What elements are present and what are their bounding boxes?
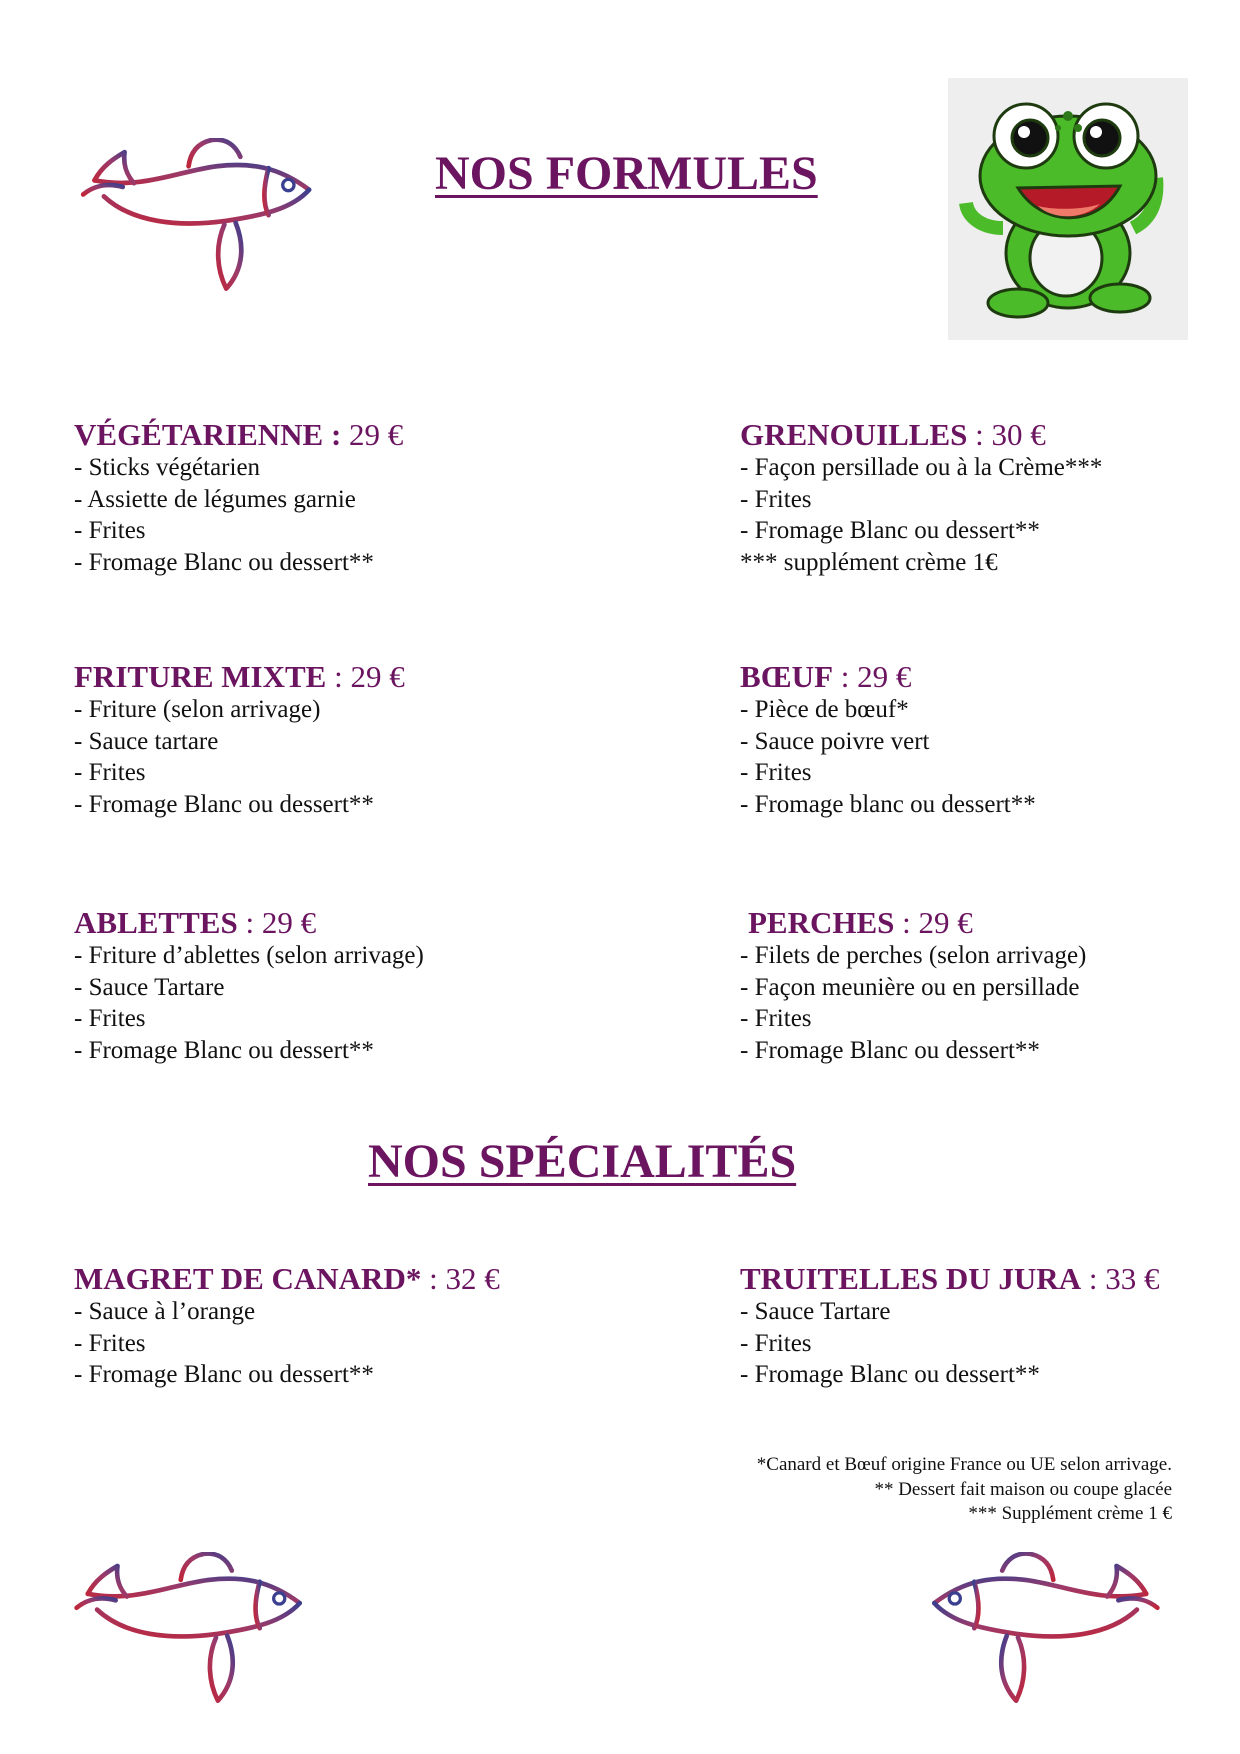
frog-mascot-icon: [948, 78, 1188, 340]
footnote: *** Supplément crème 1 €: [968, 1503, 1172, 1524]
list-item: - Frites: [740, 1329, 812, 1357]
formule-heading: [740, 418, 1240, 452]
list-item: - Frites: [740, 759, 812, 786]
footnote: ** Dessert fait maison ou coupe glacée: [874, 1478, 1172, 1500]
list-item: - Frites: [740, 1005, 812, 1032]
specialite-price: : 32 €: [421, 1261, 500, 1296]
list-item: - Fromage Blanc ou dessert**: [740, 1361, 1040, 1388]
formule-name: ABLETTES: [74, 905, 238, 940]
footnote: *Canard et Bœuf origine France ou UE selon arrivage.: [756, 1454, 1172, 1475]
list-item: - Fromage Blanc ou dessert**: [74, 1361, 374, 1388]
list-item: - Friture (selon arrivage): [74, 696, 321, 723]
formule-price: : 30 €: [967, 417, 1046, 452]
fish-logo-icon: [920, 1552, 1168, 1710]
formule-boeuf: [740, 660, 1240, 820]
list-item: - Frites: [740, 485, 812, 513]
list-item: - Fromage Blanc ou dessert**: [740, 517, 1040, 544]
formule-vegetarienne: [74, 418, 594, 578]
specialites-title: NOS SPÉCIALITÉS: [368, 1135, 797, 1188]
specialite-heading: [74, 1262, 594, 1296]
formule-grenouilles: [740, 418, 1240, 578]
list-item: - Sauce tartare: [74, 727, 219, 755]
list-item: - Frites: [74, 517, 146, 544]
list-item: - Sauce Tartare: [74, 973, 225, 1001]
list-item: - Fromage Blanc ou dessert**: [74, 790, 374, 818]
formule-price: : 29 €: [326, 659, 405, 694]
fish-logo-icon: [66, 1552, 314, 1710]
specialite-magret: [74, 1262, 594, 1391]
fish-logo-icon: [72, 138, 324, 298]
list-item: - Sauce à l’orange: [74, 1298, 256, 1325]
formule-name: GRENOUILLES: [740, 417, 968, 452]
specialite-name: TRUITELLES DU JURA: [740, 1261, 1082, 1296]
formule-perches: [740, 906, 1240, 1066]
formule-price: 29 €: [341, 417, 404, 452]
list-item: - Fromage Blanc ou dessert**: [740, 1036, 1040, 1064]
list-item: - Fromage blanc ou dessert**: [740, 790, 1036, 818]
formule-heading: [74, 418, 594, 452]
list-item: - Frites: [74, 1005, 146, 1032]
formule-ablettes: [74, 906, 594, 1066]
list-item: - Friture d’ablettes (selon arrivage): [74, 942, 424, 969]
list-item: - Façon persillade ou à la Crème***: [740, 454, 1103, 481]
formule-heading: [74, 660, 594, 694]
specialite-truitelles: [740, 1262, 1240, 1391]
formule-name: BŒUF: [740, 659, 833, 694]
formule-price: : 29 €: [894, 905, 973, 940]
list-item: - Filets de perches (selon arrivage): [740, 942, 1087, 969]
list-item: - Frites: [74, 1329, 146, 1357]
formule-price: : 29 €: [237, 905, 317, 940]
formule-name: VÉGÉTARIENNE :: [74, 417, 342, 452]
list-item: - Assiette de légumes garnie: [74, 485, 356, 513]
list-item: - Fromage Blanc ou dessert**: [74, 1036, 374, 1064]
footnotes: [757, 1453, 1172, 1527]
formule-heading: [740, 906, 1240, 940]
formule-name: FRITURE MIXTE: [74, 659, 327, 694]
specialite-heading: [740, 1262, 1240, 1296]
specialite-price: : 33 €: [1081, 1261, 1160, 1296]
list-item: - Sticks végétarien: [74, 454, 261, 481]
list-item: - Sauce poivre vert: [740, 727, 930, 755]
list-item: *** supplément crème 1€: [740, 548, 998, 576]
list-item: - Frites: [74, 759, 146, 786]
formules-title: NOS FORMULES: [435, 147, 818, 200]
list-item: - Fromage Blanc ou dessert**: [74, 548, 374, 576]
formule-price: : 29 €: [833, 659, 912, 694]
formule-name: PERCHES: [748, 905, 895, 940]
formule-friture-mixte: [74, 660, 594, 820]
list-item: - Pièce de bœuf*: [740, 696, 909, 723]
list-item: - Façon meunière ou en persillade: [740, 973, 1080, 1001]
list-item: - Sauce Tartare: [740, 1298, 891, 1325]
specialite-name: MAGRET DE CANARD*: [74, 1261, 422, 1296]
formule-heading: [740, 660, 1240, 694]
formule-heading: [74, 906, 594, 940]
